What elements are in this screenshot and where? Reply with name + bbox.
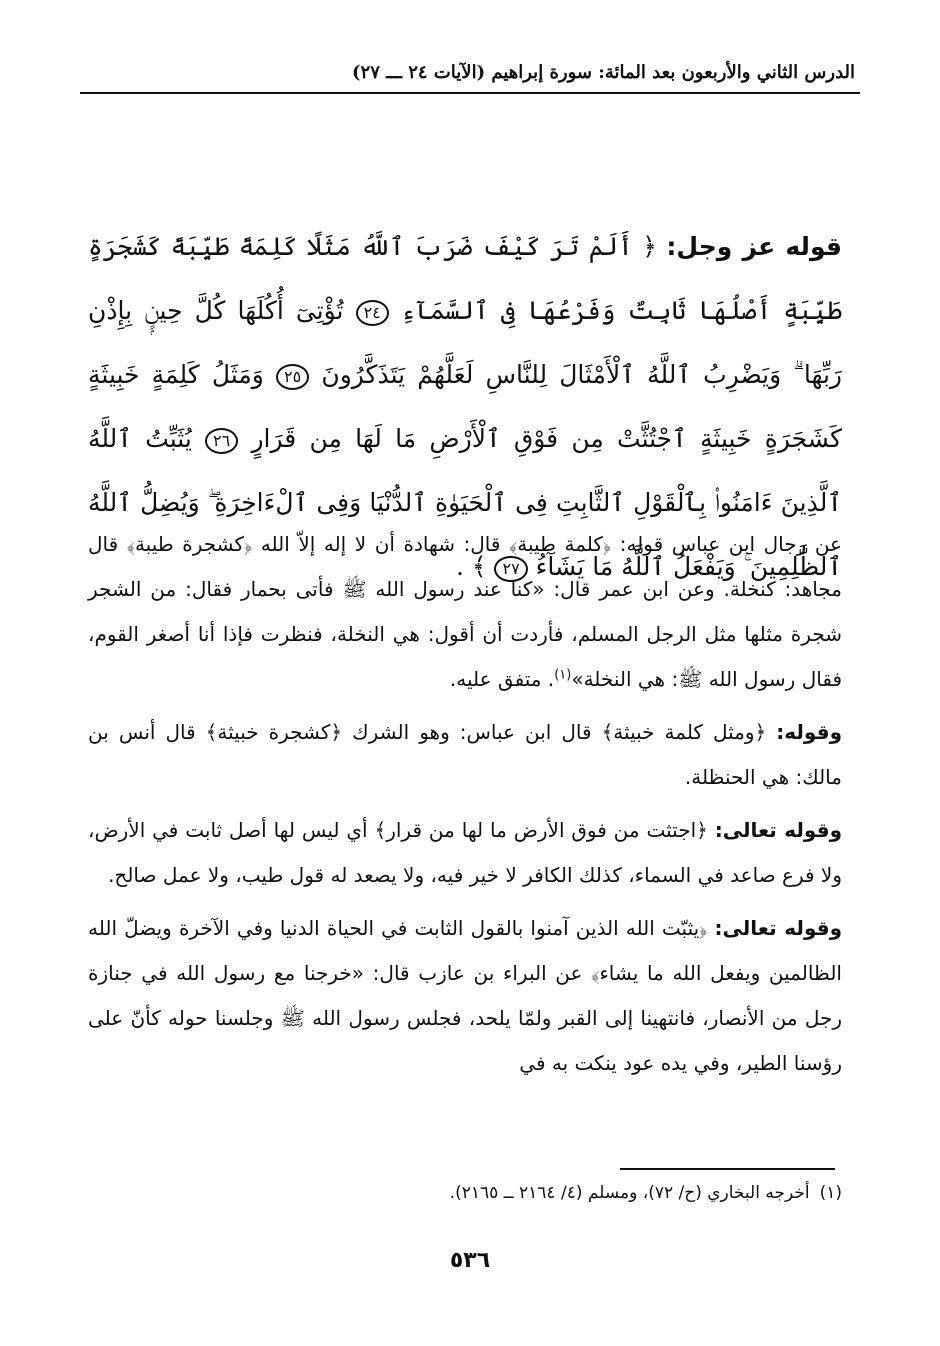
footnote [150,1183,842,1203]
paragraph-2 [88,710,842,800]
paragraph-4 [88,906,842,1086]
paragraph-1 [88,522,842,702]
paragraph-text: ﴿يثبّت الله الذين آمنوا بالقول الثابت في الحياة الدنيا وفي الآخرة ويضلّ الله الظالمين ويفعل الله ما يشاء﴾ عن البراء بن عازب قال: «خرجنا مع رسول الله في جنازة رجل من الأنصار، فانتهينا إلى القبر ولمّا يلحد، فجلس رسول الله ﷺ وجلسنا حوله كأنّ على رؤسنا الطير، وفي يده عود ينكت به في [88,916,842,1075]
paragraph-text: ﴿ومثل كلمة خبيثة﴾ قال ابن عباس: وهو الشرك ﴿كشجرة خبيثة﴾ قال أنس بن مالك: هي الحنظلة. [88,720,842,789]
quran-segment-3: وَمَثَلُ كَلِمَةٍ خَبِيثَةٍ كَشَجَرَةٍ خَبِيثَةٍ ٱجْتُثَّتْ مِن فَوْقِ ٱلْأَرْضِ مَا لَهَا مِن قَرَارٍ [88,360,842,453]
ayah-number-marker: ٢٧ [494,556,527,582]
footnote-text: أخرجه البخاري (ح/ ٧٢)، ومسلم (٤/ ٢١٦٤ ــ ٢١٦٥). [449,1183,810,1203]
paragraph-3 [88,808,842,898]
running-header: الدرس الثاني والأربعون بعد المائة: سورة إبراهيم (الآيات ٢٤ ـــ ٢٧) [352,62,855,83]
ayah-number-marker: ٢٦ [205,428,238,454]
footnote-number: (١) [819,1183,842,1203]
commentary-body [88,522,842,1086]
paragraph-text: عن رجال ابن عباس قوله: ﴿كلمة طيبة﴾ قال: شهادة أن لا إله إلاّ الله ﴿كشجرة طيبة﴾ قال مجاهد: كنخلة. وعن ابن عمر قال: «كنا عند رسول الله ﷺ فأتى بحمار فقال: من الشجر شجرة مثلها مثل الرجل المسلم، فأردت أن أقول: هي النخلة، فنظرت فإذا أنا أصغر القوم، فقال رسول الله ﷺ: هي النخلة» [88,532,842,691]
open-ornate-bracket: ﴿ [642,232,657,261]
header-divider [80,92,860,94]
paragraph-lead: وقوله تعالى: [714,818,842,842]
paragraph-lead: وقوله تعالى: [714,916,843,940]
quran-intro: قوله عز وجل: [666,232,842,261]
quran-segment-4: يُثَبِّتُ ٱللَّهُ ٱلَّذِينَ ءَامَنُوا۟ بِٱلْقَوْلِ ٱلثَّابِتِ فِى ٱلْحَيَوٰةِ ٱلدُّنْيَا وَفِى ٱلْءَاخِرَةِ ۖ وَيُضِلُّ ٱللَّهُ ٱلظَّٰلِمِينَ ۚ وَيَفْعَلُ ٱللَّهُ مَا يَشَآءُ [88,424,842,581]
footnote-divider [620,1168,835,1170]
ayah-number-marker: ٢٥ [276,364,309,390]
paragraph-text: ﴿اجتثت من فوق الأرض ما لها من قرار﴾ أي ليس لها أصل ثابت في الأرض، ولا فرع صاعد في السماء، كذلك الكافر لا خير فيه، ولا يصعد له قول طيب، ولا عمل صالح. [88,818,842,887]
footnote-reference[interactable]: (١) [554,667,572,683]
quran-segment-1: أَلَمْ تَرَ كَيْفَ ضَرَبَ ٱللَّهُ مَثَلًا كَلِمَةً طَيِّبَةً كَشَجَرَةٍ طَيِّبَةٍ أَصْلُهَا ثَابِتٌ وَفَرْعُهَا فِى ٱلسَّمَآءِ [88,232,842,325]
ayah-number-marker: ٢٤ [356,300,389,326]
quran-segment-2: تُؤْتِىٓ أُكُلَهَا كُلَّ حِينٍۭ بِإِذْنِ رَبِّهَا ۗ وَيَضْرِبُ ٱللَّهُ ٱلْأَمْثَالَ لِلنَّاسِ لَعَلَّهُمْ يَتَذَكَّرُونَ [88,296,842,389]
paragraph-tail: . متفق عليه. [449,667,555,691]
close-ornate-bracket: ﴾ [471,552,487,581]
quran-end-dot: . [455,552,464,581]
paragraph-lead: وقوله: [776,720,842,744]
page-number: ٥٣٦ [449,1248,491,1273]
